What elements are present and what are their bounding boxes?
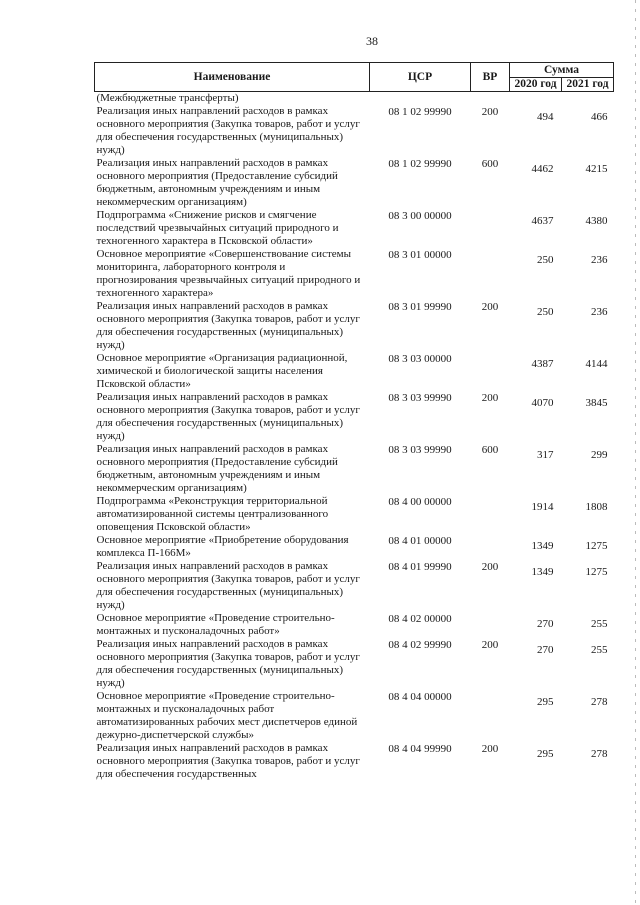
table-row xyxy=(95,391,614,443)
header-csr: ЦСР xyxy=(370,63,471,92)
table-row xyxy=(95,443,614,495)
row-csr-cell: 08 4 02 99990 xyxy=(388,639,452,651)
row-vr-cell: 200 xyxy=(481,561,499,573)
row-amount-2020-cell: 1349 xyxy=(531,540,554,552)
row-csr-cell: 08 4 01 00000 xyxy=(388,535,452,547)
header-year-2020: 2020 год xyxy=(510,78,562,92)
scan-edge-mark xyxy=(635,0,636,905)
budget-table xyxy=(94,62,614,781)
row-amount-2020-cell: 250 xyxy=(537,306,554,318)
row-vr-cell: 200 xyxy=(481,639,499,651)
page-number: 38 xyxy=(366,34,378,48)
row-amount-2021-cell: 4144 xyxy=(585,358,608,370)
row-csr-cell: 08 4 01 99990 xyxy=(388,561,452,573)
row-amount-2020-cell: 317 xyxy=(537,449,554,461)
row-amount-2021-cell: 278 xyxy=(591,696,608,708)
row-vr-cell xyxy=(471,495,510,534)
row-csr-cell: 08 3 03 99990 xyxy=(388,392,452,404)
table-row xyxy=(95,495,614,534)
row-name-cell: Основное мероприятие «Организация радиационной, химической и биологической защиты населения Псковской области» xyxy=(96,352,348,390)
row-amount-2021-cell: 236 xyxy=(591,254,608,266)
row-name-cell: Подпрограмма «Снижение рисков и смягчение последствий чрезвычайных ситуаций природного и техногенного характера в Псковской области» xyxy=(96,209,339,247)
row-name-cell: Реализация иных направлений расходов в рамках основного мероприятия (Закупка товаров, работ и услуг для обеспечения государственных (муниципальных) нужд) xyxy=(96,560,360,611)
table-row xyxy=(95,157,614,209)
row-vr-cell xyxy=(471,209,510,248)
row-amount-2021-cell: 255 xyxy=(591,644,608,656)
row-csr-cell: 08 3 01 99990 xyxy=(388,301,452,313)
row-csr-cell xyxy=(370,92,471,106)
table-row xyxy=(95,209,614,248)
row-vr-cell xyxy=(471,534,510,560)
row-name-cell: Реализация иных направлений расходов в рамках основного мероприятия (Закупка товаров, работ и услуг для обеспечения государственных xyxy=(96,742,360,780)
row-name-cell: Реализация иных направлений расходов в рамках основного мероприятия (Предоставление субсидий бюджетным, автономным учреждениям и иным некоммерческим организациям) xyxy=(96,157,338,208)
row-csr-cell: 08 3 03 00000 xyxy=(388,353,452,365)
row-amount-2020-cell: 250 xyxy=(537,254,554,266)
row-name-cell: Основное мероприятие «Приобретение оборудования комплекса П-166М» xyxy=(96,534,349,559)
row-amount-2021-cell: 255 xyxy=(591,618,608,630)
row-csr-cell: 08 3 00 00000 xyxy=(388,210,452,222)
row-amount-2021-cell: 1275 xyxy=(585,566,608,578)
table-row xyxy=(95,638,614,690)
row-amount-2020-cell: 4387 xyxy=(531,358,554,370)
row-csr-cell: 08 4 00 00000 xyxy=(388,496,452,508)
table-row xyxy=(95,105,614,157)
row-vr-cell: 600 xyxy=(481,158,499,170)
table-row xyxy=(95,92,614,106)
row-vr-cell xyxy=(471,612,510,638)
row-csr-cell: 08 3 03 99990 xyxy=(388,444,452,456)
row-amount-2021-cell: 299 xyxy=(591,449,608,461)
header-vr: ВР xyxy=(471,63,510,92)
row-amount-2020-cell xyxy=(510,92,562,106)
row-name-cell: Основное мероприятие «Проведение строительно-монтажных и пусконаладочных работ автоматизированных рабочих мест диспетчеров единой дежурно-диспетчерской службы» xyxy=(96,690,358,741)
row-name-cell: Реализация иных направлений расходов в рамках основного мероприятия (Закупка товаров, работ и услуг для обеспечения государственных (муниципальных) нужд) xyxy=(96,300,360,351)
row-amount-2020-cell: 1914 xyxy=(531,501,554,513)
row-amount-2020-cell: 295 xyxy=(537,696,554,708)
row-amount-2020-cell: 494 xyxy=(537,111,554,123)
row-csr-cell: 08 1 02 99990 xyxy=(388,158,452,170)
row-amount-2020-cell: 1349 xyxy=(531,566,554,578)
row-csr-cell: 08 4 04 99990 xyxy=(388,743,452,755)
row-name-cell: Реализация иных направлений расходов в рамках основного мероприятия (Закупка товаров, работ и услуг для обеспечения государственных (муниципальных) нужд) xyxy=(96,391,360,442)
row-amount-2020-cell: 4070 xyxy=(531,397,554,409)
row-amount-2020-cell: 270 xyxy=(537,618,554,630)
row-csr-cell: 08 4 04 00000 xyxy=(388,691,452,703)
row-amount-2021-cell: 4380 xyxy=(585,215,608,227)
row-name-cell: Основное мероприятие «Совершенствование системы мониторинга, лабораторного контроля и прогнозирования чрезвычайных ситуаций природного и техногенного характера» xyxy=(96,248,361,299)
row-name-cell: (Межбюджетные трансферты) xyxy=(96,92,239,104)
row-csr-cell: 08 4 02 00000 xyxy=(388,613,452,625)
table-row xyxy=(95,534,614,560)
row-name-cell: Основное мероприятие «Проведение строительно-монтажных и пусконаладочных работ» xyxy=(96,612,335,637)
table-row xyxy=(95,612,614,638)
row-name-cell: Подпрограмма «Реконструкция территориальной автоматизированной системы централизованного оповещения Псковской области» xyxy=(96,495,329,533)
row-vr-cell: 200 xyxy=(481,392,499,404)
table-body xyxy=(95,92,614,782)
row-vr-cell: 200 xyxy=(481,743,499,755)
row-amount-2021-cell: 3845 xyxy=(585,397,608,409)
row-csr-cell: 08 1 02 99990 xyxy=(388,106,452,118)
row-vr-cell xyxy=(471,248,510,300)
header-name: Наименование xyxy=(95,63,370,92)
row-amount-2021-cell: 466 xyxy=(591,111,608,123)
row-vr-cell: 200 xyxy=(481,301,499,313)
table-row xyxy=(95,248,614,300)
row-amount-2021-cell: 4215 xyxy=(585,163,608,175)
header-sum: Сумма xyxy=(510,63,614,78)
row-name-cell: Реализация иных направлений расходов в рамках основного мероприятия (Закупка товаров, работ и услуг для обеспечения государственных (муниципальных) нужд) xyxy=(96,105,360,156)
row-vr-cell: 200 xyxy=(481,106,499,118)
row-amount-2021-cell: 1808 xyxy=(585,501,608,513)
row-vr-cell xyxy=(471,352,510,391)
row-amount-2021-cell xyxy=(562,92,614,106)
header-year-2021: 2021 год xyxy=(562,78,614,92)
row-name-cell: Реализация иных направлений расходов в рамках основного мероприятия (Предоставление субсидий бюджетным, автономным учреждениям и иным некоммерческим организациям) xyxy=(96,443,338,494)
table-row xyxy=(95,352,614,391)
row-vr-cell xyxy=(471,92,510,106)
row-amount-2021-cell: 278 xyxy=(591,748,608,760)
row-amount-2020-cell: 4462 xyxy=(531,163,554,175)
row-amount-2021-cell: 1275 xyxy=(585,540,608,552)
row-amount-2020-cell: 4637 xyxy=(531,215,554,227)
table-row xyxy=(95,690,614,742)
row-vr-cell: 600 xyxy=(481,444,499,456)
table-row xyxy=(95,300,614,352)
row-amount-2021-cell: 236 xyxy=(591,306,608,318)
row-vr-cell xyxy=(471,690,510,742)
table-row xyxy=(95,560,614,612)
row-name-cell: Реализация иных направлений расходов в рамках основного мероприятия (Закупка товаров, работ и услуг для обеспечения государственных (муниципальных) нужд) xyxy=(96,638,360,689)
row-csr-cell: 08 3 01 00000 xyxy=(388,249,452,261)
row-amount-2020-cell: 270 xyxy=(537,644,554,656)
table-row xyxy=(95,742,614,781)
row-amount-2020-cell: 295 xyxy=(537,748,554,760)
